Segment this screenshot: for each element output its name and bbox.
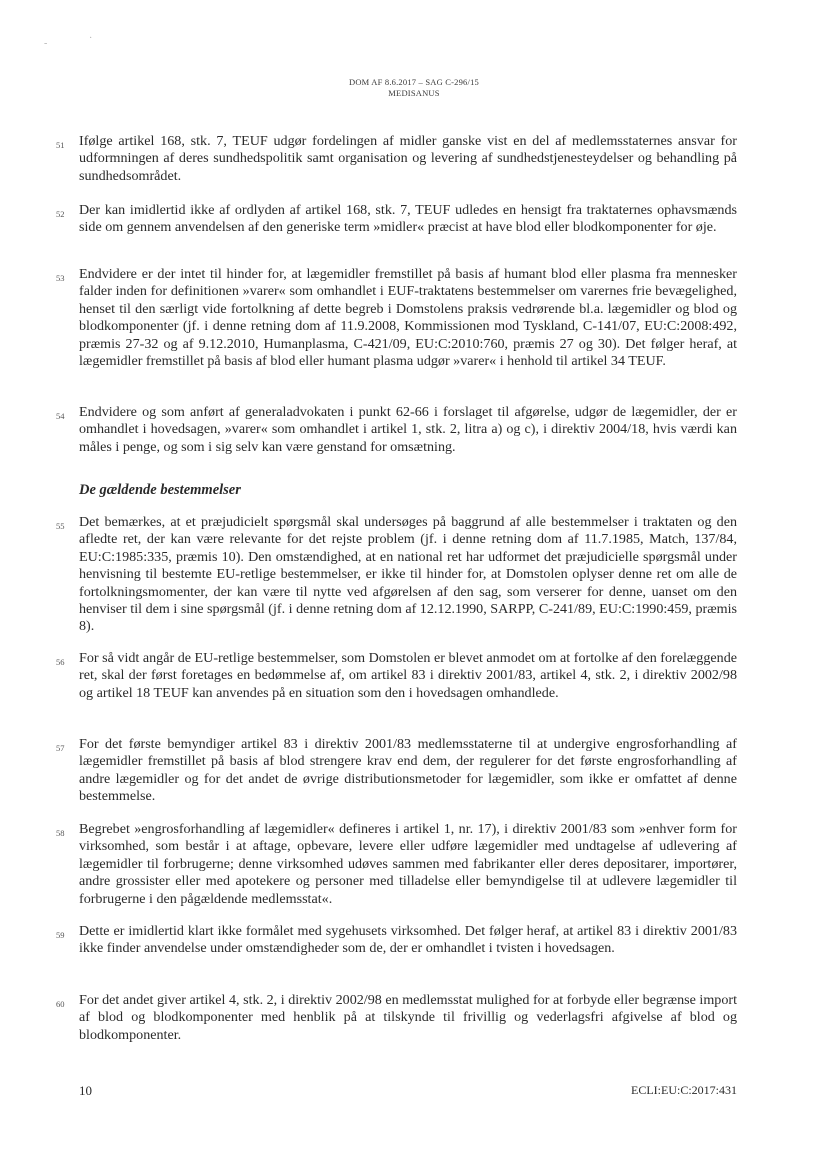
- header-case-line: DOM AF 8.6.2017 – SAG C-296/15: [349, 77, 479, 87]
- paragraph-number: 56: [56, 657, 65, 667]
- paragraph-text: Der kan imidlertid ikke af ordlyden af artikel 168, stk. 7, TEUF udledes en hensigt fra traktaternes ophavsmænds side om gennem anvendelsen af den generiske term »midler« præcist at have blod eller blodkomponenter for øje.: [79, 202, 737, 236]
- section-heading: De gældende bestemmelser: [79, 482, 241, 498]
- paragraph-number: 51: [56, 140, 65, 150]
- paragraph-text: For det første bemyndiger artikel 83 i direktiv 2001/83 medlemsstaterne til at undergive engrosforhandling af lægemidler fremstillet på basis af blod strengere krav end dem, der regulerer for det første engrosforhandling af andre lægemidler og for det andet de øvrige distributionsmetoder for lægemidler, som ikke er omfattet af denne bestemmelse.: [79, 736, 737, 805]
- paragraph-number: 59: [56, 930, 65, 940]
- paragraph-text: Dette er imidlertid klart ikke formålet med sygehusets virksomhed. Det følger heraf, at artikel 83 i direktiv 2001/83 ikke finder anvendelse under omstændigheder som de, der er omhandlet i tvisten i hovedsagen.: [79, 923, 737, 957]
- paragraph-number: 53: [56, 273, 65, 283]
- paragraph-number: 60: [56, 999, 65, 1009]
- header-case-name: MEDISANUS: [388, 88, 440, 98]
- page-number: 10: [79, 1083, 92, 1098]
- paragraph-number: 55: [56, 521, 65, 531]
- paragraph-number: 57: [56, 743, 65, 753]
- paragraph-text: Det bemærkes, at et præjudicielt spørgsmål skal undersøges på baggrund af alle bestemmelser i traktaten og den afledte ret, der kan være relevante for det rejste problem (jf. i denne retning dom af 11.7.1985, Match, 137/84, EU:C:1985:335, præmis 10). Den omstændighed, at en national ret har udformet det præjudicielle spørgsmål under henvisning til bestemte EU-retlige bestemmelser, er ikke til hinder for, at Domstolen oplyser denne ret om alle de fortolkningsmomenter, der kan være til nytte ved afgørelsen af den sag, som verserer for denne, uanset om den henviser til dem i sine spørgsmål (jf. i denne retning dom af 12.12.1990, SARPP, C-241/89, EU:C:1990:459, præmis 8).: [79, 514, 737, 635]
- scan-mark: -: [44, 38, 48, 49]
- scan-mark: ·: [89, 33, 93, 44]
- paragraph-text: For det andet giver artikel 4, stk. 2, i direktiv 2002/98 en medlemsstat mulighed for at forbyde eller begrænse import af blod og blodkomponenter med henblik på at tilskynde til frivillig og vederlagsfri afgivelse af blod og blodkomponenter.: [79, 992, 737, 1043]
- running-header: [0, 77, 828, 99]
- paragraph-text: For så vidt angår de EU-retlige bestemmelser, som Domstolen er blevet anmodet om at fortolke af den forelæggende ret, skal der først foretages en bedømmelse af, om artikel 83 i direktiv 2001/83, artikel 4, stk. 2, i direktiv 2002/98 og artikel 18 TEUF kan anvendes på en situation som den i hovedsagen omhandlede.: [79, 650, 737, 701]
- paragraph-number: 52: [56, 209, 65, 219]
- paragraph-text: Endvidere og som anført af generaladvokaten i punkt 62-66 i forslaget til afgørelse, udgør de lægemidler, der er omhandlet i hovedsagen, »varer« som omhandlet i artikel 1, stk. 2, litra a) og c), i direktiv 2004/18, hvis værdi kan måles i penge, og som i sig selv kan være genstand for omsætning.: [79, 404, 737, 455]
- paragraph-text: Ifølge artikel 168, stk. 7, TEUF udgør fordelingen af midler ganske vist en del af medlemsstaternes ansvar for udformningen af deres sundhedspolitik samt organisation og levering af sundhedstjenesteydelser og behandling på sundhedsområdet.: [79, 133, 737, 184]
- paragraph-number: 54: [56, 411, 65, 421]
- paragraph-number: 58: [56, 828, 65, 838]
- paragraph-text: Endvidere er der intet til hinder for, at lægemidler fremstillet på basis af humant blod eller plasma fra mennesker falder inden for definitionen »varer« som omhandlet i EUF-traktatens bestemmelser om varernes frie bevægelighed, henset til den særligt vide fortolkning af dette begreb i Domstolens praksis vedrørende bl.a. lægemidler og blod og blodkomponenter (jf. i denne retning dom af 11.9.2008, Kommissionen mod Tyskland, C-141/07, EU:C:2008:492, præmis 27-32 og af 9.12.2010, Humanplasma, C-421/09, EU:C:2010:760, præmis 27 og 30). Det følger heraf, at lægemidler fremstillet på basis af blod eller humant plasma udgør »varer« i henhold til artikel 34 TEUF.: [79, 266, 737, 370]
- paragraph-text: Begrebet »engrosforhandling af lægemidler« defineres i artikel 1, nr. 17), i direktiv 2001/83 som »enhver form for virksomhed, som består i at aftage, opbevare, levere eller udføre lægemidler med undtagelse af udlevering af lægemidler til forbrugerne; denne virksomhed udøves sammen med fabrikanter eller deres depositarer, importører, andre grossister eller med apotekere og personer med tilladelse eller bemyndigelse til at udlevere lægemidler til forbrugerne i den pågældende medlemsstat«.: [79, 821, 737, 907]
- ecli-identifier: ECLI:EU:C:2017:431: [631, 1083, 737, 1097]
